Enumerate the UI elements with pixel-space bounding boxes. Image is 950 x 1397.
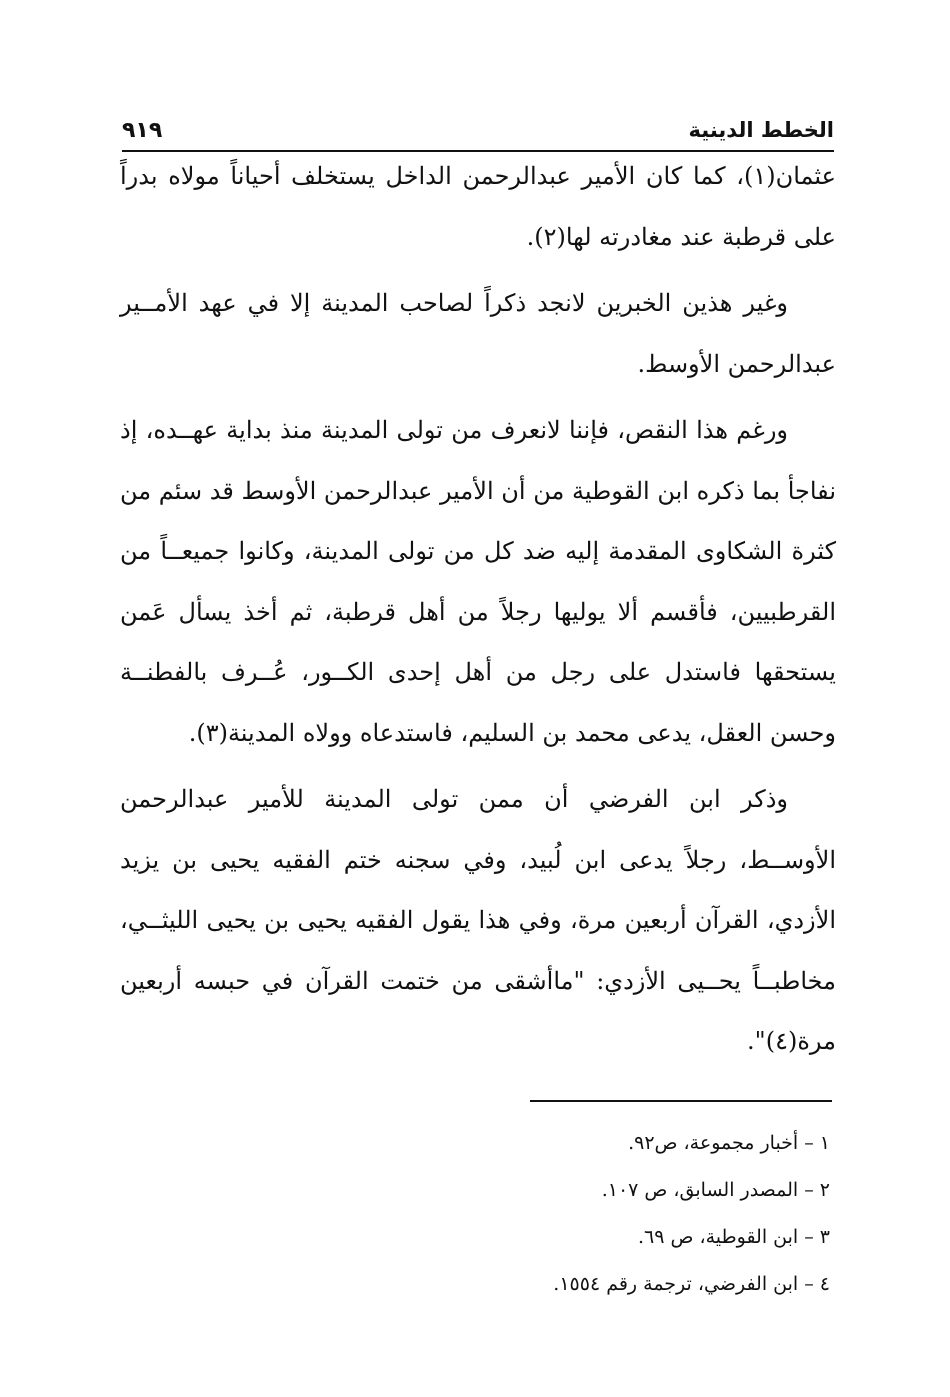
body-text <box>120 146 836 1078</box>
paragraph: وذكر ابن الفرضي أن ممن تولى المدينة للأمير عبدالرحمن الأوســط، رجلاً يدعى ابن لُبيد، وفي سجنه ختم الفقيه يحيى بن يزيد الأزدي، القرآن أربعين مرة، وفي هذا يقول الفقيه يحيى بن يحيى الليثــي، مخاطبــاً يحــيى الأزدي: "ماأشقى من ختمت القرآن في حبسه أربعين مرة(٤)". <box>120 785 836 1055</box>
footnote: ١ – أخبار مجموعة، ص٩٢. <box>628 1132 830 1154</box>
footnote: ٤ – ابن الفرضي، ترجمة رقم ١٥٥٤. <box>553 1273 830 1295</box>
running-title: الخطط الدينية <box>688 118 834 142</box>
footnote: ٢ – المصدر السابق، ص ١٠٧. <box>601 1179 830 1201</box>
page-number: ٩١٩ <box>122 117 163 143</box>
footnote-separator <box>530 1100 832 1102</box>
footnotes <box>300 1120 830 1308</box>
footnote: ٣ – ابن القوطية، ص ٦٩. <box>637 1226 830 1248</box>
paragraph: ورغم هذا النقص، فإننا لانعرف من تولى المدينة منذ بداية عهــده، إذ نفاجأ بما ذكره ابن القوطية من أن الأمير عبدالرحمن الأوسط قد سئم من كثرة الشكاوى المقدمة إليه ضد كل من تولى المدينة، وكانوا جميعــاً من القرطبيين، فأقسم ألا يوليها رجلاً من أهل قرطبة، ثم أخذ يسأل عَمن يستحقها فاستدل على رجل من أهل إحدى الكــور، عُــرف بالفطنــة وحسن العقل، يدعى محمد بن السليم، فاستدعاه وولاه المدينة(٣). <box>120 416 836 747</box>
paragraph: وغير هذين الخبرين لانجد ذكراً لصاحب المدينة إلا في عهد الأمــير عبدالرحمن الأوسط. <box>120 289 836 378</box>
paragraph: عثمان(١)، كما كان الأمير عبدالرحمن الداخل يستخلف أحياناً مولاه بدراً على قرطبة عند مغادرته لها(٢). <box>120 162 836 251</box>
